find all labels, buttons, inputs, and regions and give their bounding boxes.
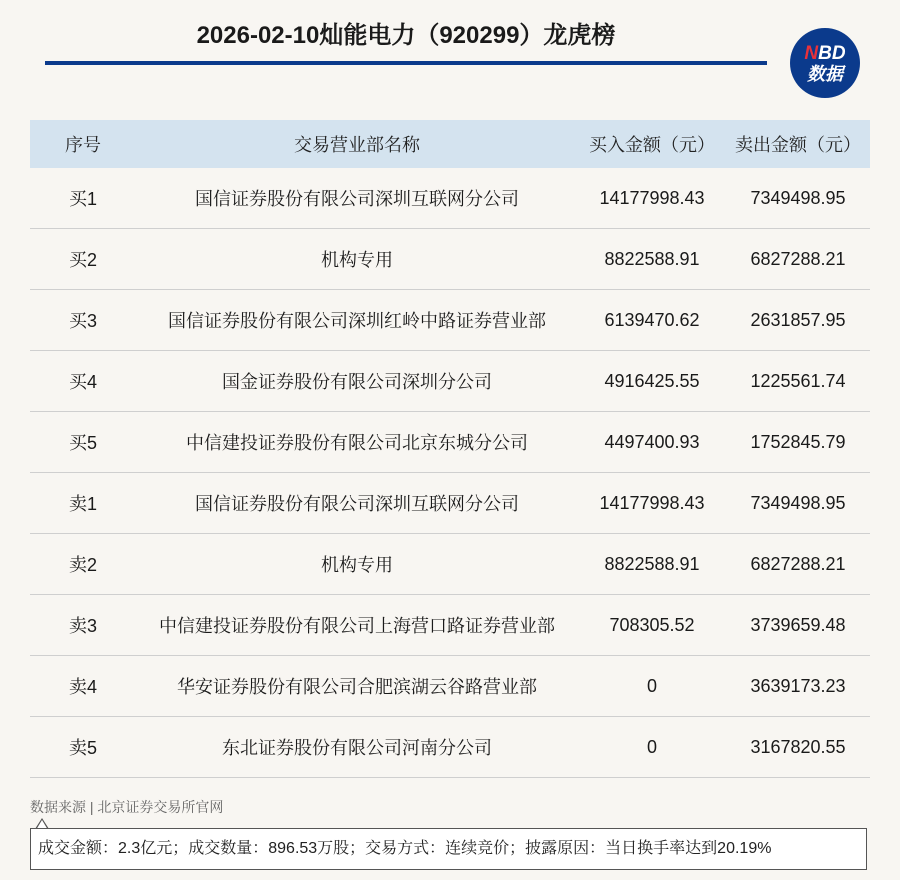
- trade-summary-note: 成交金额：2.3亿元；成交数量：896.53万股；交易方式：连续竞价；披露原因：当日换手率达到20.19%: [30, 828, 867, 870]
- table-row: [30, 412, 870, 473]
- row-branch-name: 中信建投证券股份有限公司北京东城分公司: [186, 433, 528, 453]
- row-index: 买1: [68, 189, 97, 209]
- row-index: 卖5: [68, 738, 97, 758]
- row-buy-amount: 4916425.55: [604, 370, 700, 391]
- row-sell-amount: 1752845.79: [750, 431, 846, 452]
- row-buy-amount: 6139470.62: [604, 309, 700, 330]
- row-index: 卖2: [68, 555, 97, 575]
- row-branch-name: 国信证券股份有限公司深圳互联网分公司: [195, 494, 519, 514]
- row-branch-name: 国金证券股份有限公司深圳分公司: [222, 372, 492, 392]
- row-branch-name: 国信证券股份有限公司深圳互联网分公司: [195, 189, 519, 209]
- row-sell-amount: 7349498.95: [750, 187, 846, 208]
- row-sell-amount: 1225561.74: [750, 370, 846, 391]
- row-index: 买5: [68, 433, 97, 453]
- logo-letter-n: N: [804, 42, 819, 64]
- row-buy-amount: 0: [646, 675, 657, 696]
- row-sell-amount: 3739659.48: [750, 614, 846, 635]
- table-row: [30, 534, 870, 595]
- row-sell-amount: 2631857.95: [750, 309, 846, 330]
- row-branch-name: 机构专用: [321, 250, 393, 270]
- table-row: [30, 229, 870, 290]
- row-index: 卖3: [68, 616, 97, 636]
- row-buy-amount: 0: [646, 736, 657, 757]
- row-branch-name: 东北证券股份有限公司河南分公司: [222, 738, 492, 758]
- row-branch-name: 中信建投证券股份有限公司上海营口路证券营业部: [159, 616, 555, 636]
- logo-text-data: 数据: [807, 63, 843, 84]
- row-buy-amount: 708305.52: [609, 614, 695, 635]
- table-row: [30, 717, 870, 778]
- nbd-data-logo-icon: [790, 28, 860, 98]
- row-buy-amount: 4497400.93: [604, 431, 700, 452]
- row-sell-amount: 7349498.95: [750, 492, 846, 513]
- row-buy-amount: 8822588.91: [604, 248, 700, 269]
- row-sell-amount: 3167820.55: [750, 736, 846, 757]
- row-sell-amount: 6827288.21: [750, 248, 846, 269]
- row-sell-amount: 3639173.23: [750, 675, 846, 696]
- row-buy-amount: 14177998.43: [599, 492, 705, 513]
- row-index: 买2: [68, 250, 97, 270]
- row-branch-name: 华安证券股份有限公司合肥滨湖云谷路营业部: [177, 677, 537, 697]
- header: [45, 18, 767, 68]
- header-sell-amount: 卖出金额（元）: [735, 135, 861, 155]
- row-index: 买3: [68, 311, 97, 331]
- table-row: [30, 290, 870, 351]
- table-row: [30, 168, 870, 229]
- table-row: [30, 351, 870, 412]
- logo-letters-bd: BD: [818, 42, 846, 64]
- table-row: [30, 656, 870, 717]
- row-index: 买4: [68, 372, 97, 392]
- header-index: 序号: [65, 135, 101, 155]
- page-title: 2026-02-10灿能电力（920299）龙虎榜: [196, 22, 616, 49]
- data-source: 数据来源 | 北京证券交易所官网: [30, 799, 224, 815]
- table-row: [30, 595, 870, 656]
- row-index: 卖4: [68, 677, 97, 697]
- row-branch-name: 机构专用: [321, 555, 393, 575]
- table-header: [30, 120, 870, 168]
- header-buy-amount: 买入金额（元）: [589, 135, 715, 155]
- row-buy-amount: 8822588.91: [604, 553, 700, 574]
- row-branch-name: 国信证券股份有限公司深圳红岭中路证券营业部: [168, 311, 546, 331]
- header-branch-name: 交易营业部名称: [294, 135, 420, 155]
- table-row: [30, 473, 870, 534]
- row-sell-amount: 6827288.21: [750, 553, 846, 574]
- title-underline: [45, 61, 767, 65]
- dragon-tiger-table: [30, 120, 870, 778]
- row-buy-amount: 14177998.43: [599, 187, 705, 208]
- row-index: 卖1: [68, 494, 97, 514]
